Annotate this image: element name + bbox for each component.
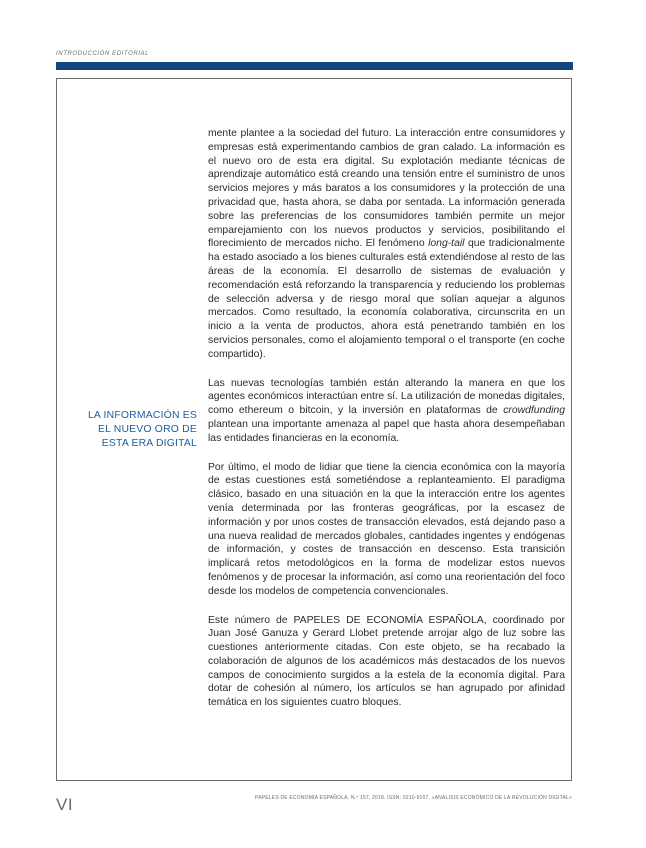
page-number: VI bbox=[56, 795, 74, 814]
body-column bbox=[208, 127, 565, 725]
footer-citation: PAPELES DE ECONOMÍA ESPAÑOLA, N.º 157, 2018. ISSN: 0210-9107. «ANÁLISIS ECONÓMICO DE LA REVOLUCIÓN DIGITAL» bbox=[255, 795, 572, 801]
paragraph-text: Por último, el modo de lidiar que tiene la ciencia económica con la mayoría de estas cuestiones está sometiéndose a replanteamiento. El paradigma clásico, basado en una situación en la que la interacción entre los agentes venía determinada por las fronteras geográficas, por la escasez de información y por unos costes de transacción elevados, está dejando paso a una nueva realidad de mercados globales, cantidades ingentes y endógenas de información, y costes de transacción en descenso. Esta transición implicará retos metodológicos en la forma de modelizar estos nuevos fenómenos y de procesar la información, así como una reorientación del foco desde los modelos de competencia convencionales. bbox=[208, 461, 565, 597]
side-heading-line: ESTA ERA DIGITAL bbox=[101, 438, 197, 449]
paragraph bbox=[208, 127, 565, 362]
paragraph-text: plantean una importante amenaza al papel que hasta ahora desempeñaban las entidades financieras en la economía. bbox=[208, 418, 565, 444]
paragraph bbox=[208, 377, 565, 446]
paragraph-text: que tradicionalmente ha estado asociado a los bienes culturales está extendiéndose al resto de las áreas de la economía. El desarrollo de sistemas de evaluación y recomendación está reforzando la transparencia y reduciendo los problemas de selección adversa y de riesgo moral que solían aquejar a algunos mercados. Como resultado, la economía colaborativa, circunscrita en un inicio a la venta de productos, ahora está penetrando también en los servicios personales, como el alojamiento temporal o el transporte (en coche compartido). bbox=[208, 238, 565, 360]
paragraph-italic: long-tail bbox=[428, 238, 465, 250]
paragraph-text: mente plantee a la sociedad del futuro. La interacción entre consumidores y empresas está experimentando cambios de gran calado. La información es el nuevo oro de esta era digital. Su explotación mediante técnicas de aprendizaje automático está creando una tensión entre el suministro de unos servicios mejores y más baratos a los consumidores y la protección de una privacidad que, hasta ahora, se daba por sentada. La información generada sobre las preferencias de los consumidores también permite un mejor emparejamiento con los nuevos productos y servicios, posibilitando el florecimiento de mercados nicho. El fenómeno bbox=[208, 128, 565, 250]
paragraph bbox=[208, 614, 565, 711]
side-heading bbox=[64, 409, 197, 451]
side-heading-line: EL NUEVO ORO DE bbox=[97, 424, 197, 435]
section-label: INTRODUCCIÓN EDITORIAL bbox=[56, 51, 150, 57]
paragraph-text: Las nuevas tecnologías también están alterando la manera en que los agentes económicos interactúan entre sí. La utilización de monedas digitales, como ethereum o bitcoin, y la inversión en plataformas de bbox=[208, 377, 565, 417]
paragraph bbox=[208, 461, 565, 599]
side-heading-line: LA INFORMACIÓN ES bbox=[87, 410, 197, 421]
header-bar bbox=[56, 62, 573, 70]
paragraph-text: Este número de PAPELES DE ECONOMÍA ESPAÑOLA, coordinado por Juan José Ganuza y Gerard Llobet pretende arrojar algo de luz sobre las cuestiones anteriormente citadas. Con este objeto, se ha recabado la colaboración de algunos de los académicos más destacados de los nuevos campos de conocimiento surgidos a la estela de la economía digital. Para dotar de cohesión al número, los artículos se han agrupado por afinidad temática en los siguientes cuatro bloques. bbox=[208, 614, 565, 709]
paragraph-italic: crowdfunding bbox=[503, 405, 565, 417]
